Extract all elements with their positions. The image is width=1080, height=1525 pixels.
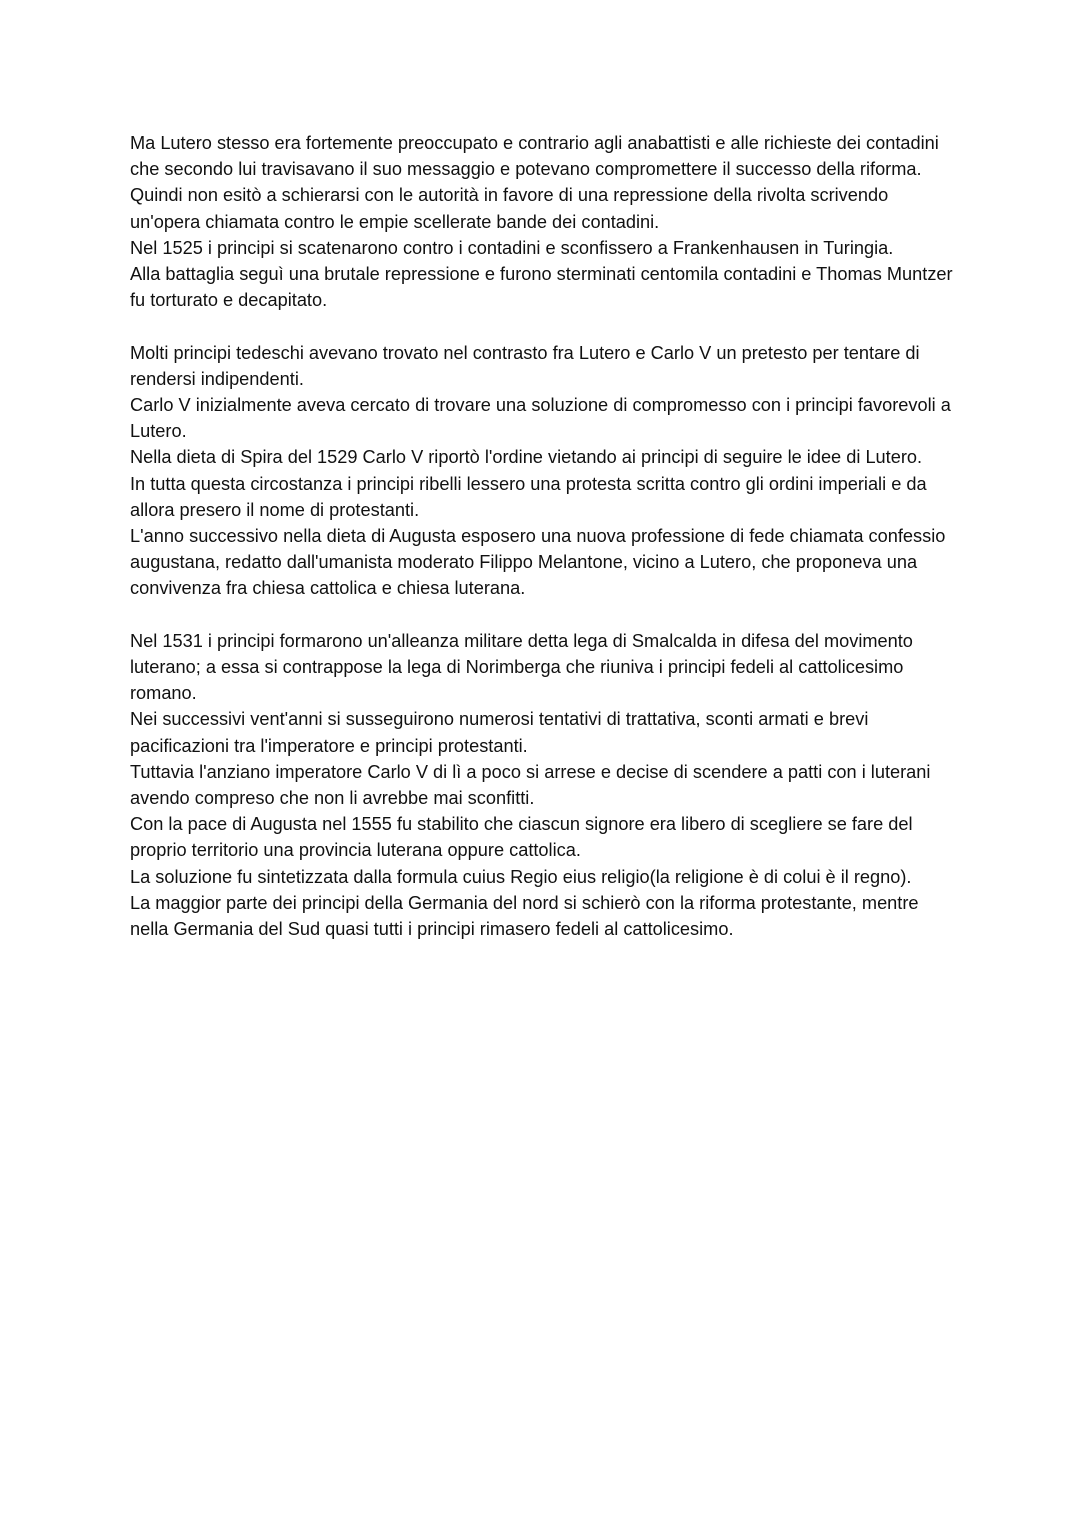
paragraph: Alla battaglia seguì una brutale repressione e furono sterminati centomila contadini e Thomas Muntzer fu torturato e decapitato. bbox=[130, 264, 953, 311]
section-principi-carlo-v bbox=[130, 340, 960, 602]
paragraph: In tutta questa circostanza i principi ribelli lessero una protesta scritta contro gli ordini imperiali e da allora presero il nome di protestanti. bbox=[130, 473, 927, 520]
section-lutero-contadini bbox=[130, 130, 960, 313]
paragraph: Quindi non esitò a schierarsi con le autorità in favore di una repressione della rivolta scrivendo un'opera chiamata contro le empie scellerate bande dei contadini. bbox=[130, 185, 889, 232]
paragraph: Con la pace di Augusta nel 1555 fu stabilito che ciascun signore era libero di scegliere se fare del proprio territorio una provincia luterana oppure cattolica. bbox=[130, 814, 913, 861]
paragraph: Nel 1531 i principi formarono un'alleanza militare detta lega di Smalcalda in difesa del movimento luterano; a essa si contrappose la lega di Norimberga che riuniva i principi fedeli al cattolicesimo romano. bbox=[130, 630, 913, 704]
document-body bbox=[130, 130, 960, 968]
paragraph: L'anno successivo nella dieta di Augusta esposero una nuova professione di fede chiamata confessio augustana, redatto dall'umanista moderato Filippo Melantone, vicino a Lutero, che proponeva una convivenza fra chiesa cattolica e chiesa luterana. bbox=[130, 526, 946, 599]
paragraph: Carlo V inizialmente aveva cercato di trovare una soluzione di compromesso con i principi favorevoli a Lutero. bbox=[130, 395, 951, 442]
paragraph: Nel 1525 i principi si scatenarono contro i contadini e sconfissero a Frankenhausen in Turingia. bbox=[130, 237, 894, 258]
paragraph: Nei successivi vent'anni si susseguirono numerosi tentativi di trattativa, sconti armati e brevi pacificazioni tra l'imperatore e principi protestanti. bbox=[130, 709, 869, 756]
paragraph: La soluzione fu sintetizzata dalla formula cuius Regio eius religio(la religione è di colui è il regno). bbox=[130, 866, 912, 887]
paragraph: Tuttavia l'anziano imperatore Carlo V di lì a poco si arrese e decise di scendere a patti con i luterani avendo compreso che non li avrebbe mai sconfitti. bbox=[130, 761, 931, 809]
paragraph: Nella dieta di Spira del 1529 Carlo V riportò l'ordine vietando ai principi di seguire le idee di Lutero. bbox=[130, 447, 923, 468]
paragraph: Molti principi tedeschi avevano trovato nel contrasto fra Lutero e Carlo V un pretesto per tentare di rendersi indipendenti. bbox=[130, 342, 920, 389]
section-lega-smalcalda bbox=[130, 628, 960, 942]
paragraph: La maggior parte dei principi della Germania del nord si schierò con la riforma protestante, mentre nella Germania del Sud quasi tutti i principi rimasero fedeli al cattolicesimo. bbox=[130, 892, 919, 940]
paragraph: Ma Lutero stesso era fortemente preoccupato e contrario agli anabattisti e alle richieste dei contadini che secondo lui travisavano il suo messaggio e potevano compromettere il successo della riforma. bbox=[130, 133, 939, 180]
